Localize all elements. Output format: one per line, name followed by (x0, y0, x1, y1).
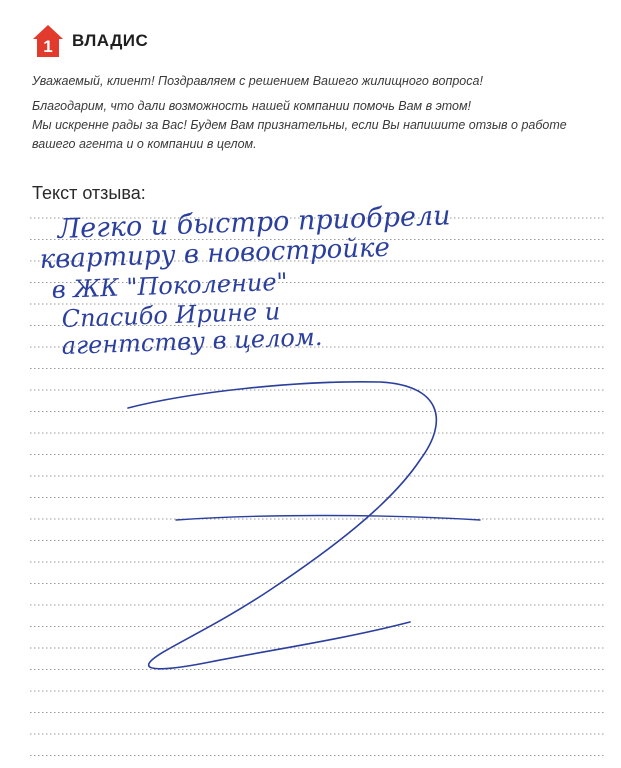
handwritten-line-1: Легко и быстро приобрели (57, 200, 452, 245)
brand-name: ВЛАДИС (72, 31, 149, 50)
handwritten-line-2: квартиру в новостройке (39, 232, 391, 275)
greeting-text: Уважаемый, клиент! Поздравляем с решением Вашего жилищного вопроса! (32, 74, 483, 88)
review-title: Текст отзыва: (32, 183, 146, 203)
handwritten-line-5: агентству в целом. (61, 322, 323, 360)
z-crossbar-mark (176, 516, 480, 521)
handwritten-line-4: Спасибо Ирине и (61, 297, 281, 333)
logo-digit: 1 (43, 37, 53, 56)
thanks-line-1: Благодарим, что дали возможность нашей компании помочь Вам в этом! (32, 99, 472, 113)
z-strike-mark (128, 382, 436, 669)
thanks-line-3: вашего агента и о компании в целом. (32, 137, 257, 151)
handwritten-line-3: в ЖК "Поколение" (51, 267, 289, 304)
thanks-line-2: Мы искренне рады за Вас! Будем Вам признательны, если Вы напишите отзыв о работе (32, 118, 567, 132)
